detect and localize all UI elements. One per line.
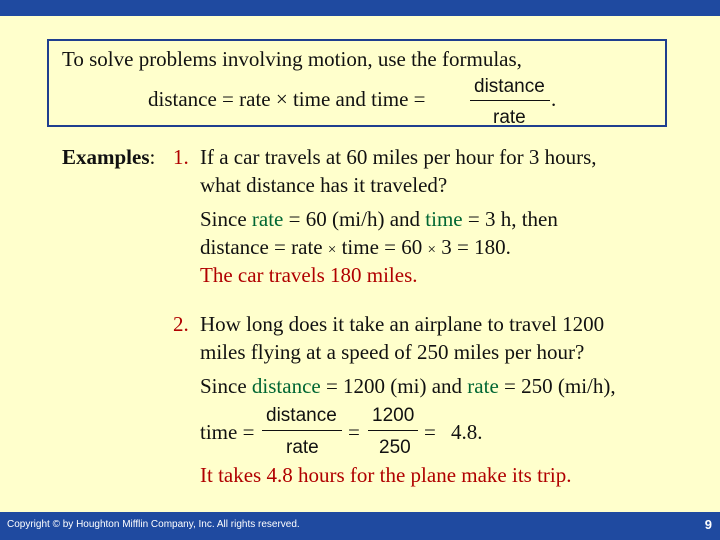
example2-conclusion: It takes 4.8 hours for the plane make its trip. (200, 463, 572, 487)
example2-since: Since (200, 374, 252, 398)
example2-time-eq: time = (200, 420, 255, 444)
example2-question-line2: miles flying at a speed of 250 miles per hour? (200, 340, 585, 364)
example1-since-mid: = 60 (mi/h) and (283, 207, 426, 231)
example1-number: 1. (173, 145, 189, 169)
copyright-notice: Copyright © by Houghton Mifflin Company, Inc. All rights reserved. (7, 519, 300, 530)
example2-question-line1: How long does it take an airplane to travel 1200 (200, 312, 605, 336)
examples-heading (62, 147, 155, 168)
examples-label: Examples (62, 145, 150, 169)
intro-formula: distance = rate × time and time = (148, 87, 426, 111)
example2-since-post: = 250 (mi/h), (498, 374, 616, 398)
example1-calc-post: 3 = 180. (441, 235, 511, 259)
example1-rate-word: rate (251, 207, 284, 231)
example2-frac2-line (368, 430, 418, 431)
page-number: 9 (704, 517, 712, 532)
example2-result: 4.8. (451, 420, 483, 444)
example2-frac1-line (262, 430, 342, 431)
example2-frac1-denominator: rate (286, 437, 319, 458)
times-icon: × (427, 242, 436, 258)
example2-frac1-numerator: distance (266, 405, 337, 426)
example1-calculation (200, 237, 511, 258)
example2-distance-word: distance (251, 374, 321, 398)
example2-given (200, 376, 616, 397)
example1-time-word: time (425, 207, 463, 231)
intro-frac-numerator: distance (474, 76, 545, 97)
intro-line: To solve problems involving motion, use the formulas, (62, 47, 522, 71)
example1-calc-pre: distance = rate (200, 235, 323, 259)
example2-eq1: = (348, 420, 360, 444)
example1-question-line1: If a car travels at 60 miles per hour for 3 hours, (200, 145, 597, 169)
example2-number: 2. (173, 312, 189, 336)
example1-since: Since (200, 207, 252, 231)
example2-rate-word: rate (467, 374, 499, 398)
example2-eq2: = (424, 420, 436, 444)
times-icon: × (327, 242, 337, 258)
example2-frac2-denominator: 250 (379, 437, 411, 458)
intro-frac-denominator: rate (493, 107, 526, 128)
example1-since-post: = 3 h, then (462, 207, 558, 231)
top-bar (0, 0, 720, 16)
intro-frac-line (470, 100, 550, 101)
example1-given (200, 209, 558, 230)
example2-since-mid: = 1200 (mi) and (320, 374, 468, 398)
example1-calc-mid: time = 60 (341, 235, 423, 259)
example1-conclusion: The car travels 180 miles. (200, 263, 418, 287)
example1-question-line2: what distance has it traveled? (200, 173, 448, 197)
intro-period: . (551, 87, 557, 111)
example2-frac2-numerator: 1200 (372, 405, 415, 426)
examples-colon: : (149, 145, 156, 169)
